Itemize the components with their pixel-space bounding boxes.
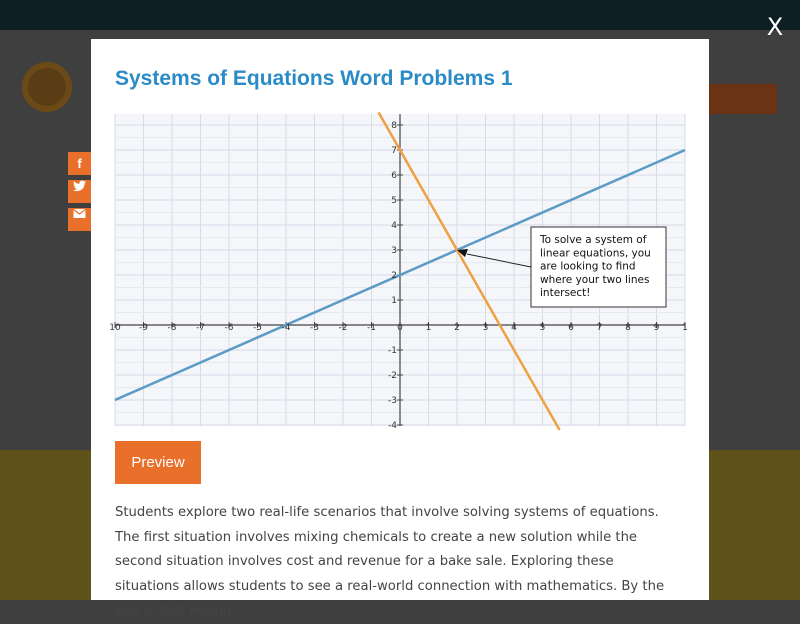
twitter-icon bbox=[73, 180, 86, 192]
email-icon bbox=[73, 208, 86, 219]
x-tick-label: -6 bbox=[224, 323, 234, 333]
email-share-button[interactable] bbox=[68, 208, 91, 231]
y-tick-label: 5 bbox=[391, 196, 397, 206]
x-tick-label: 8 bbox=[625, 323, 631, 333]
x-tick-label: -3 bbox=[310, 323, 319, 333]
x-tick-label: 6 bbox=[568, 323, 574, 333]
x-tick-label: -5 bbox=[253, 323, 262, 333]
x-tick-label: 2 bbox=[454, 323, 460, 333]
background-button bbox=[705, 84, 777, 114]
x-tick-label: 10 bbox=[109, 323, 121, 333]
callout-text-line: To solve a system of bbox=[540, 234, 647, 246]
callout-text-line: linear equations, you bbox=[540, 247, 651, 260]
x-tick-label: 1 bbox=[682, 323, 688, 333]
lesson-description: Students explore two real-life scenarios that involve solving systems of equations. The first situation involves mixing chemicals to create a new solution while the second situation involves cost and revenue for a bake sale. Exploring these situations allows students to see a real-world connection with mathematics. By the end of this lesson, bbox=[115, 505, 665, 618]
facebook-share-button[interactable] bbox=[68, 152, 91, 175]
y-tick-label: -4 bbox=[388, 421, 397, 431]
lesson-modal bbox=[91, 39, 709, 618]
facebook-icon: f bbox=[77, 156, 82, 171]
y-tick-label: 1 bbox=[391, 296, 397, 306]
background-top-bar bbox=[0, 0, 800, 30]
x-tick-label: 1 bbox=[425, 323, 432, 333]
close-button[interactable]: X bbox=[766, 13, 784, 41]
y-tick-label: -3 bbox=[388, 396, 397, 406]
x-tick-label: -7 bbox=[196, 323, 205, 333]
y-tick-label: -1 bbox=[388, 346, 397, 356]
modal-title: Systems of Equations Word Problems 1 bbox=[115, 67, 513, 90]
y-tick-label: 8 bbox=[391, 121, 397, 131]
x-tick-label: 3 bbox=[482, 323, 489, 333]
preview-button[interactable]: Preview bbox=[115, 441, 201, 484]
x-tick-label: 0 bbox=[397, 323, 403, 333]
y-tick-label: 2 bbox=[391, 271, 397, 281]
y-tick-label: 7 bbox=[391, 146, 397, 156]
x-tick-label: -1 bbox=[367, 323, 376, 333]
x-tick-label: -9 bbox=[139, 323, 148, 333]
x-tick-label: -4 bbox=[281, 323, 291, 333]
callout-text-line: intersect! bbox=[540, 287, 591, 300]
y-tick-label: 6 bbox=[391, 171, 397, 181]
twitter-share-button[interactable] bbox=[68, 180, 91, 203]
y-tick-label: 3 bbox=[391, 246, 397, 256]
x-tick-label: -8 bbox=[167, 323, 177, 333]
share-bar bbox=[68, 152, 91, 232]
x-tick-label: 5 bbox=[539, 323, 546, 333]
background-logo bbox=[22, 62, 72, 112]
callout-text-line: are looking to find bbox=[540, 260, 636, 273]
graph-image bbox=[109, 114, 688, 431]
x-tick-label: 7 bbox=[596, 323, 603, 333]
y-tick-label: 4 bbox=[391, 221, 397, 231]
x-tick-label: -2 bbox=[338, 323, 348, 333]
x-tick-label: 4 bbox=[511, 323, 517, 333]
callout-text-line: where your two lines bbox=[540, 273, 650, 286]
y-tick-label: -2 bbox=[388, 371, 397, 381]
x-tick-label: 9 bbox=[653, 323, 660, 333]
